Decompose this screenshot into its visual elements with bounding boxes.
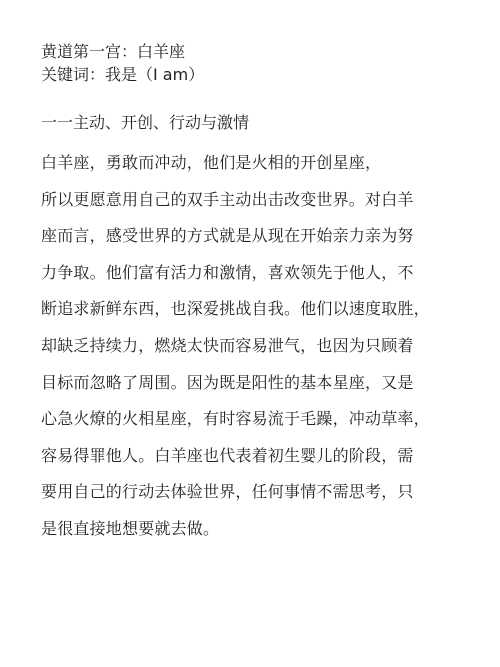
paragraph-line: 要用自己的行动去体验世界，任何事情不需思考，只 [41,482,414,502]
keyword-line: 关键词：我是（I am） [41,65,205,84]
paragraph-line: 容易得罪他人。白羊座也代表着初生婴儿的阶段，需 [41,445,414,465]
paragraph-line: 心急火燎的火相星座，有时容易流于毛躁，冲动草率， [41,409,430,429]
title-line: 黄道第一宫：白羊座 [41,42,186,61]
header-block [41,40,481,86]
paragraph-line: 白羊座，勇敢而冲动，他们是火相的开创星座， [41,153,382,172]
subtitle-line: 一一主动、开创、行动与激情 [41,113,250,132]
paragraph-line: 是很直接地想要就去做。 [41,518,220,538]
paragraph-line: 目标而忽略了周围。因为既是阳性的基本星座，又是 [41,372,414,392]
paragraph-line: 却缺乏持续力，燃烧太快而容易泄气，也因为只顾着 [41,335,414,355]
paragraph-line: 所以更愿意用自己的双手主动出击改变世界。对白羊 [41,189,414,209]
paragraph-line: 座而言，感受世界的方式就是从现在开始亲力亲为努 [41,226,414,246]
paragraph-line: 力争取。他们富有活力和激情，喜欢领先于他人，不 [41,262,414,282]
paragraph-line: 断追求新鲜东西，也深爱挑战自我。他们以速度取胜， [41,299,430,319]
body-paragraph [41,151,481,554]
